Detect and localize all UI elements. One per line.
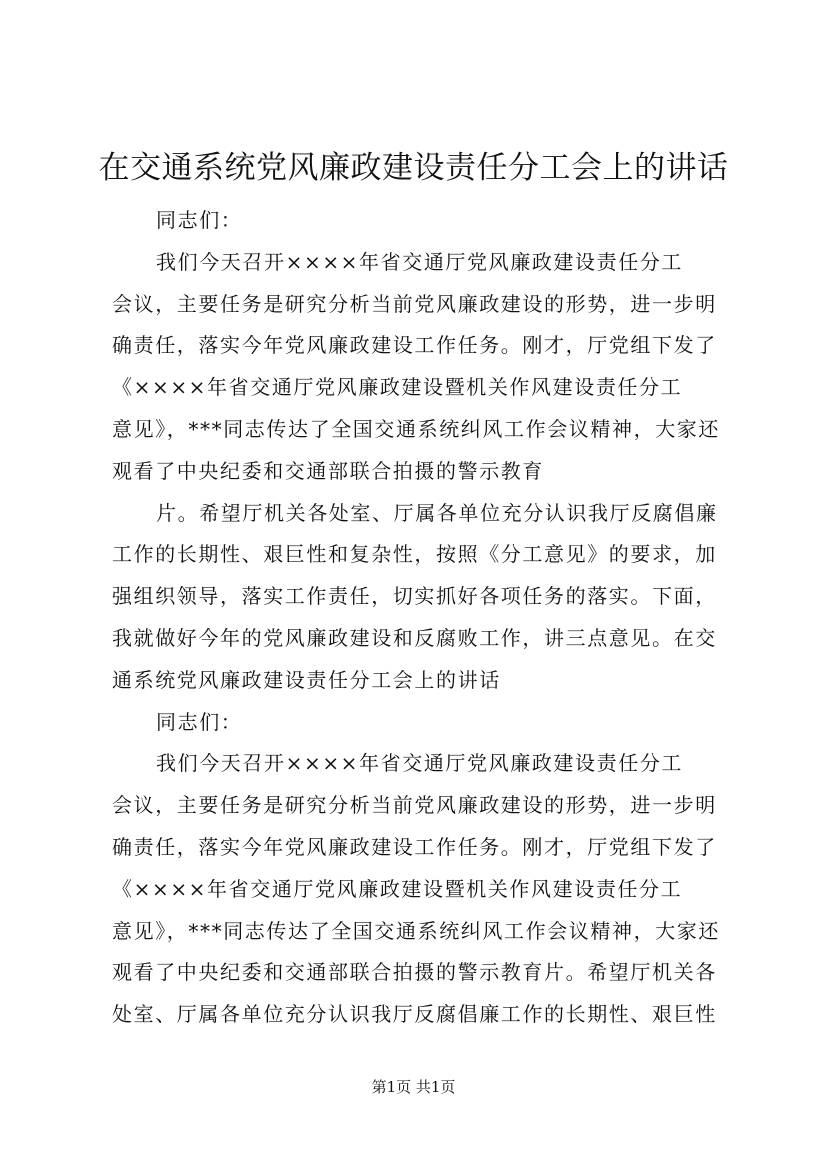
body-line: 会议，主要任务是研究分析当前党风廉政建设的形势，进一步明 <box>112 793 717 818</box>
body-line: 我就做好今年的党风廉政建设和反腐败工作，讲三点意见。在交 <box>112 625 717 650</box>
body-line: 同志们： <box>156 208 243 232</box>
body-line: 我们今天召开××××年省交通厅党风廉政建设责任分工 <box>156 249 684 274</box>
body-line: 《××××年省交通厅党风廉政建设暨机关作风建设责任分工 <box>112 876 683 901</box>
body-line: 观看了中央纪委和交通部联合拍摄的警示教育片。希望厅机关各 <box>112 960 717 985</box>
document-title: 在交通系统党风廉政建设责任分工会上的讲话 <box>98 150 729 186</box>
body-line: 强组织领导，落实工作责任，切实抓好各项任务的落实。下面， <box>112 584 717 609</box>
body-line: 我们今天召开××××年省交通厅党风廉政建设责任分工 <box>156 751 684 776</box>
body-line: 片。希望厅机关各处室、厅属各单位充分认识我厅反腐倡廉 <box>156 500 718 525</box>
body-line: 意见》，***同志传达了全国交通系统纠风工作会议精神，大家还 <box>112 918 720 943</box>
document-body <box>112 200 732 1036</box>
body-line: 《××××年省交通厅党风廉政建设暨机关作风建设责任分工 <box>112 375 683 400</box>
body-line: 确责任，落实今年党风廉政建设工作任务。刚才，厅党组下发了 <box>112 834 717 859</box>
body-line: 工作的长期性、艰巨性和复杂性，按照《分工意见》的要求，加 <box>112 542 717 567</box>
page-footer: 第1页 共1页 <box>371 1078 456 1096</box>
body-line: 同志们： <box>156 709 243 734</box>
body-line: 处室、厅属各单位充分认识我厅反腐倡廉工作的长期性、艰巨性 <box>112 1002 717 1027</box>
body-line: 意见》，***同志传达了全国交通系统纠风工作会议精神，大家还 <box>112 416 720 441</box>
body-line: 确责任，落实今年党风廉政建设工作任务。刚才，厅党组下发了 <box>112 333 717 358</box>
body-line: 会议，主要任务是研究分析当前党风廉政建设的形势，进一步明 <box>112 291 717 316</box>
body-line: 通系统党风廉政建设责任分工会上的讲话 <box>112 667 501 692</box>
body-line: 观看了中央纪委和交通部联合拍摄的警示教育 <box>112 458 544 483</box>
